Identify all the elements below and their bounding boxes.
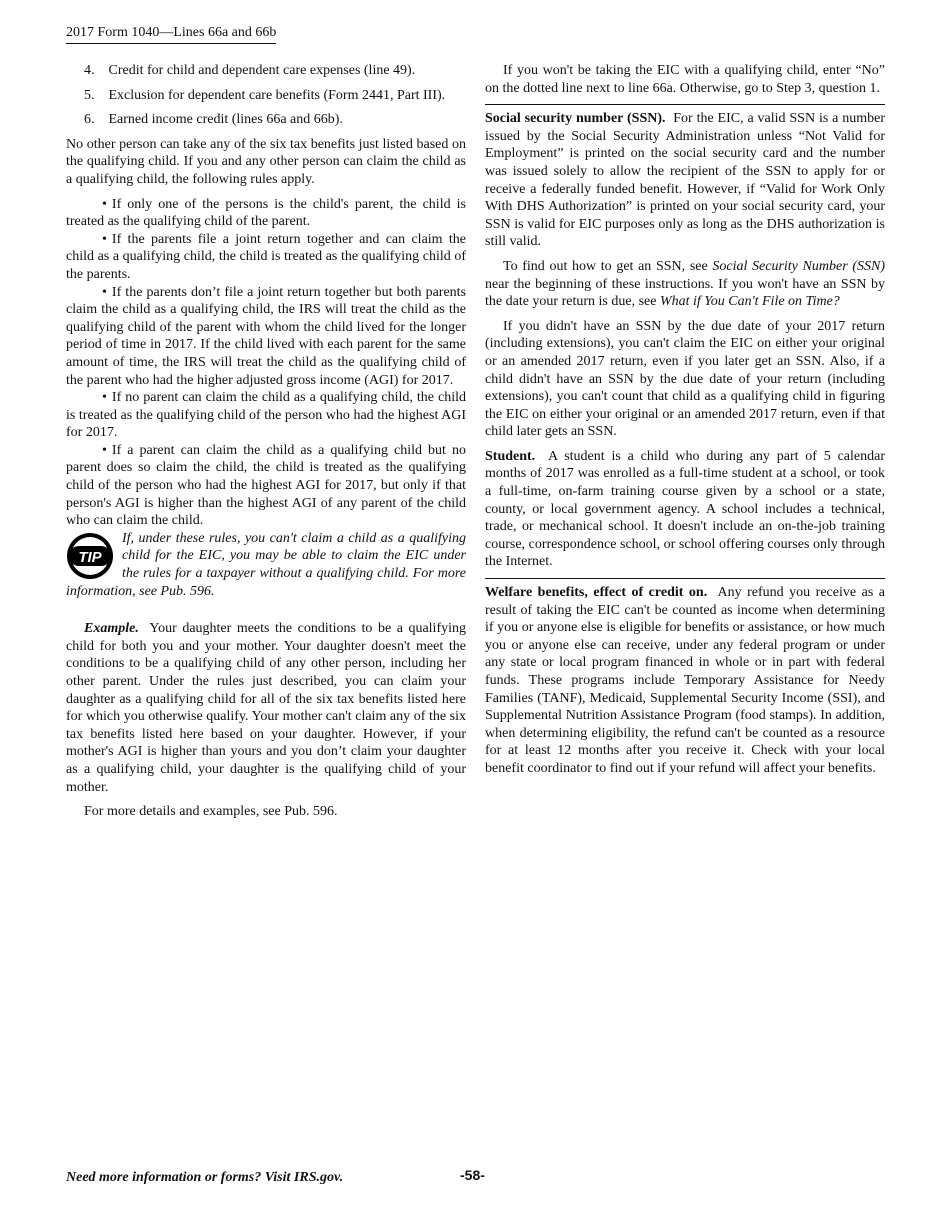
page-number: -58- bbox=[460, 1167, 485, 1183]
welfare-section: Welfare benefits, effect of credit on. Any refund you receive as a result of taking the EIC can't be counted as income when determining if you or anyone else is eligible for benefits or assistance, or how much you or anyone else can receive, under any federal program or under any state or local program financed in whole or in part with federal funds. These programs include Temporary Assistance for Needy Families (TANF), Medicaid, Supplemental Security Income (SSI), and Supplemental Nutrition Assistance Program (food stamps). In addition, when determining eligibility, the refund can't be counted as a resource for at least 12 months after you receive it. Check with your local benefit coordinator to find out if your refund will affect your benefits. bbox=[485, 585, 885, 776]
student-heading: Student. bbox=[485, 448, 536, 464]
section-divider bbox=[485, 104, 885, 105]
bullet-item: • If the parents file a joint return together and can claim the child as a qualifying child, the child is treated as the qualifying child of the parents. bbox=[66, 231, 466, 282]
more-details: For more details and examples, see Pub. 596. bbox=[84, 804, 338, 820]
bullet-icon: • bbox=[102, 284, 107, 300]
ssn-heading: Social security number (SSN). bbox=[485, 111, 666, 127]
footer-note: Need more information or forms? Visit IRS.gov. bbox=[66, 1170, 344, 1185]
ssn-section: Social security number (SSN). For the EIC, a valid SSN is a number issued by the Social Security Administration unless “Not Valid for Employment” is printed on the social security card and the number was issued solely to allow the recipient of the SSN to apply for or receive a federally funded benefit. However, if “Valid for Work Only With DHS Authorization” is printed on your social security card, your SSN is valid for EIC purposes only as long as the DHS authorization is still valid. bbox=[485, 111, 885, 250]
ssn-how-to-paragraph: To find out how to get an SSN, see Social Security Number (SSN) near the beginning of these instructions. If you won't have an SSN by the date your return is due, see What if You Can't File on Time? bbox=[485, 258, 885, 310]
tip-box bbox=[66, 530, 466, 600]
ssn-reference: Social Security Number (SSN) bbox=[712, 258, 885, 274]
right-column bbox=[485, 62, 885, 785]
intro-paragraph: No other person can take any of the six tax benefits just listed based on the qualifying child. If you and any other person can claim the child as a qualifying child, the following rules apply. bbox=[66, 136, 466, 187]
example-paragraph: Example. Your daughter meets the conditions to be a qualifying child for both you and your mother. Your daughter doesn't meet the conditions to be a qualifying child of any other person, including her other parent. Under the rules just described, you can claim your daughter as a qualifying child for all of the six tax benefits listed here for which you otherwise qualify. Your mother can't claim any of the six tax benefits listed here based on your daughter. However, if your mother's AGI is higher than yours and you don’t claim your daughter as a qualifying child, your daughter is the qualifying child of your mother. bbox=[66, 621, 466, 795]
eic-no-child-paragraph: If you won't be taking the EIC with a qualifying child, enter “No” on the dotted line next to line 66a. Otherwise, go to Step 3, question 1. bbox=[485, 63, 885, 96]
list-item: 6. Earned income credit (lines 66a and 66b). bbox=[84, 112, 343, 128]
list-item: 5. Exclusion for dependent care benefits (Form 2441, Part III). bbox=[84, 87, 446, 103]
bullet-item: • If no parent can claim the child as a qualifying child, the child is treated as the qualifying child of the person who had the highest AGI for 2017. bbox=[66, 390, 466, 441]
example-label: Example. bbox=[84, 621, 139, 637]
bullet-item: • If a parent can claim the child as a qualifying child but no parent does so claim the child, the child is treated as the qualifying child of the person who had the highest AGI for 2017, but only if that person's AGI is higher than the highest AGI of any parent of the child who can claim the child. bbox=[66, 442, 466, 529]
tip-text: If, under these rules, you can't claim a child as a qualifying child for the EIC, you may be able to claim the EIC under the rules for a taxpayer without a qualifying child. For more information, see Pub. 596. bbox=[66, 530, 466, 599]
student-section: Student. A student is a child who during any part of 5 calendar months of 2017 was enrolled as a full-time student at a school, or took a full-time, on-farm training course given by a school or a state, county, or local government agency. A school includes a technical, trade, or mechanical school. It doesn't include an on-the-job training course, correspondence school, or school offering courses only through the Internet. bbox=[485, 448, 885, 570]
running-title: 2017 Form 1040—Lines 66a and 66b bbox=[66, 24, 276, 44]
tip-icon-label: TIP bbox=[78, 548, 102, 566]
bullet-icon: • bbox=[102, 390, 107, 406]
file-on-time-reference: What if You Can't File on Time? bbox=[659, 294, 840, 310]
bullet-item: • If the parents don’t file a joint return together but both parents claim the child as a qualifying child, the IRS will treat the child as the qualifying child of the parent with whom the child lived for the longer period of time in 2017. If the child lived with each parent for the same amount of time, the IRS will treat the child as the qualifying child of the parent who had the higher adjusted gross income (AGI) for 2017. bbox=[66, 284, 466, 388]
ssn-due-date-paragraph: If you didn't have an SSN by the due date of your 2017 return (including extensions), you can't claim the EIC on either your original or an amended 2017 return, even if you later get an SSN. Also, if a child didn't have an SSN by the due date of your return (including extensions), you can't count that child as a qualifying child in figuring the EIC on either your original or an amended 2017 return, even if that child later gets an SSN. bbox=[485, 318, 885, 440]
welfare-heading: Welfare benefits, effect of credit on. bbox=[485, 585, 708, 601]
section-divider bbox=[485, 578, 885, 579]
bullet-item: • If only one of the persons is the child's parent, the child is treated as the qualifying child of the parent. bbox=[66, 196, 466, 230]
bullet-icon: • bbox=[102, 196, 107, 212]
left-column bbox=[66, 62, 466, 828]
list-item: 4. Credit for child and dependent care expenses (line 49). bbox=[84, 63, 416, 78]
bullet-icon: • bbox=[102, 442, 107, 458]
running-header bbox=[66, 24, 888, 44]
tip-icon bbox=[66, 532, 114, 580]
bullet-icon: • bbox=[102, 231, 107, 247]
